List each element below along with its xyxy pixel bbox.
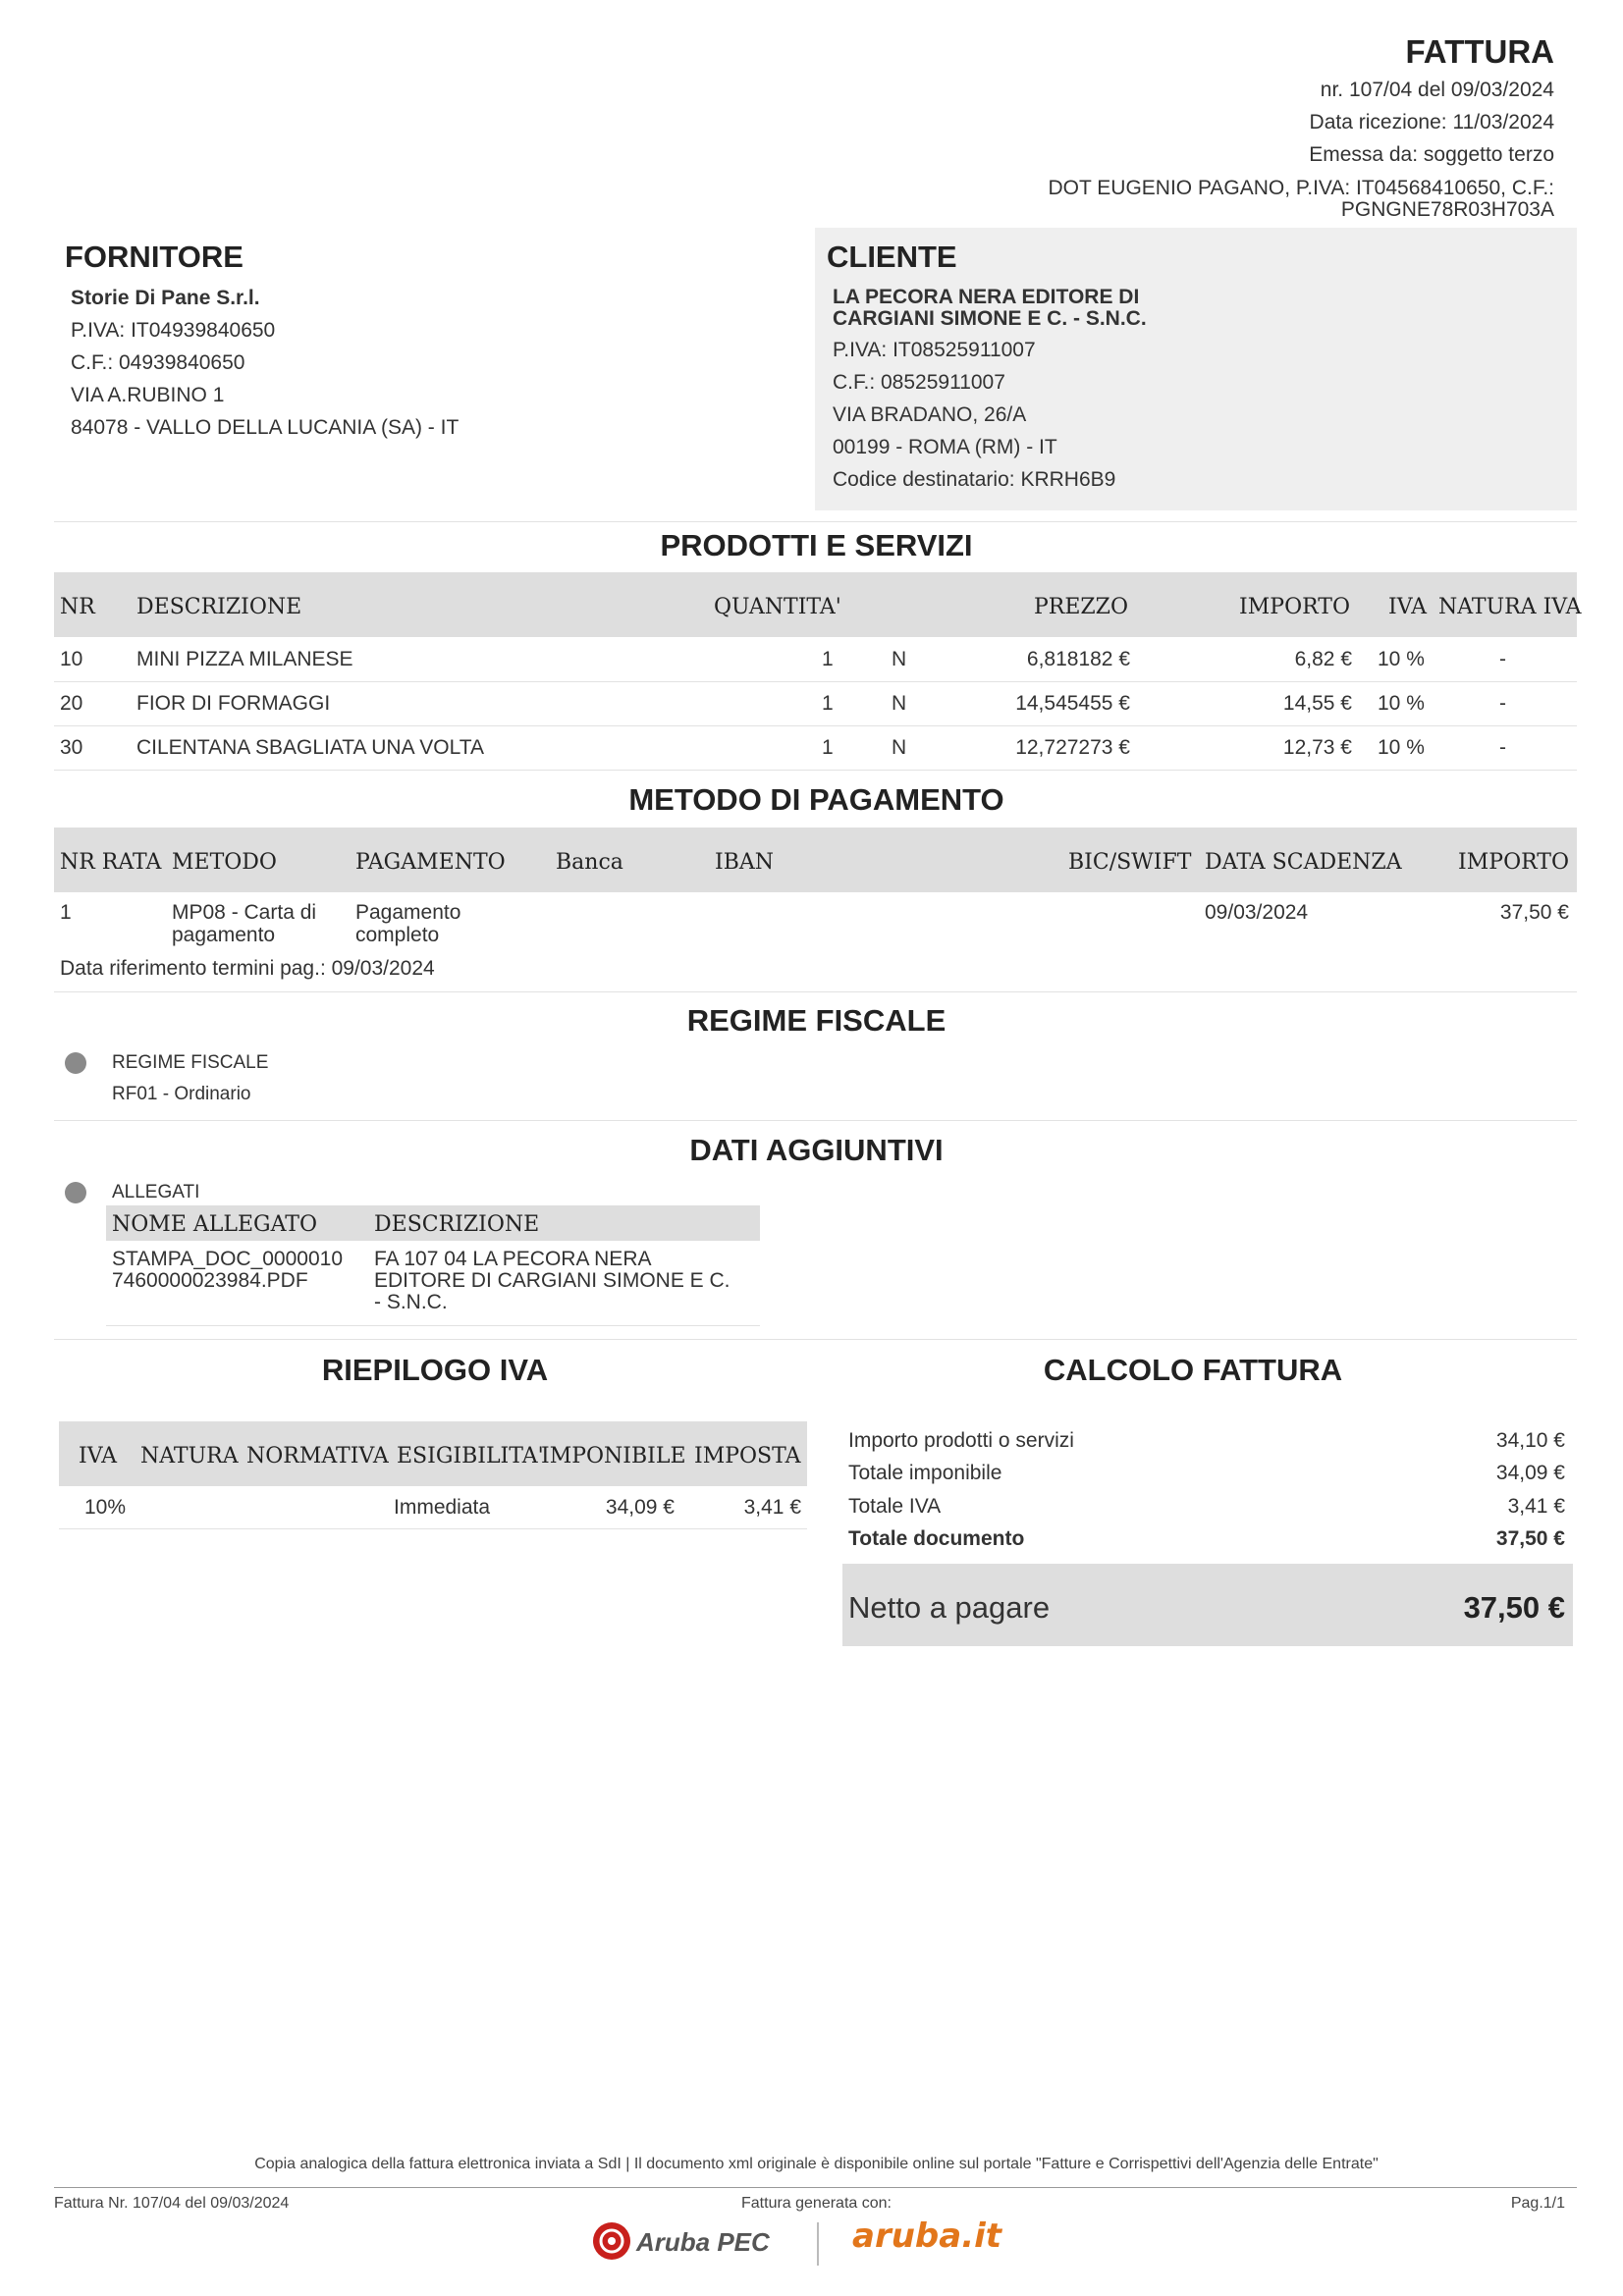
aruba-pec-logo xyxy=(591,2220,791,2262)
payment-title: METODO DI PAGAMENTO xyxy=(628,782,1004,817)
col-method: METODO xyxy=(172,850,277,875)
aruba-pec-text: Aruba PEC xyxy=(636,2227,770,2257)
vat-exig: Immediata xyxy=(394,1496,491,1519)
client-cf: C.F.: 08525911007 xyxy=(833,371,1005,394)
bullet-icon xyxy=(65,1052,86,1074)
col-nr: NR xyxy=(60,595,95,619)
calc-label-products: Importo prodotti o servizi xyxy=(848,1429,1074,1452)
vat-rate: 10% xyxy=(84,1496,127,1519)
net-value: 37,50 € xyxy=(1463,1590,1565,1625)
row-qty: 1 xyxy=(822,736,834,759)
row-amount: 12,73 € xyxy=(1282,736,1352,759)
footer-note: Copia analogica della fattura elettronica inviata a SdI | Il documento xml originale è disponibile online sul portale "Fatture e Corrispettivi dell'Agenzia delle Entrate" xyxy=(254,2156,1379,2172)
client-piva: P.IVA: IT08525911007 xyxy=(833,339,1036,361)
col-vat-tax: IMPOSTA xyxy=(694,1444,801,1468)
col-vat-norm: NORMATIVA xyxy=(246,1444,389,1468)
row-nature: - xyxy=(1499,692,1506,715)
row-desc: FIOR DI FORMAGGI xyxy=(136,692,331,715)
calc-label-total: Totale documento xyxy=(848,1527,1025,1550)
col-amount: IMPORTO xyxy=(1239,595,1350,619)
row-desc: CILENTANA SBAGLIATA UNA VOLTA xyxy=(136,736,484,759)
client-code: Codice destinatario: KRRH6B9 xyxy=(833,468,1116,491)
col-vat-taxable: IMPONIBILE xyxy=(541,1444,686,1468)
row-amount: 6,82 € xyxy=(1294,648,1352,670)
attachment-desc xyxy=(374,1249,730,1313)
attachment-desc-line1: FA 107 04 LA PECORA NERA xyxy=(374,1248,652,1270)
col-vat-nature: NATURA xyxy=(140,1444,239,1468)
table-row xyxy=(54,726,1577,771)
col-payment-amount: IMPORTO xyxy=(1458,850,1569,875)
attachment-name xyxy=(112,1249,343,1292)
row-nr: 30 xyxy=(60,736,83,759)
invoice-number: nr. 107/04 del 09/03/2024 xyxy=(1320,79,1554,101)
divider xyxy=(54,991,1577,992)
col-price: PREZZO xyxy=(1033,595,1128,619)
third-party-line2: PGNGNE78R03H703A xyxy=(1340,198,1554,221)
supplier-address: VIA A.RUBINO 1 xyxy=(71,384,225,406)
attachments-label: ALLEGATI xyxy=(112,1182,200,1202)
aruba-it-logo: aruba.it xyxy=(852,2216,1002,2256)
client-name-line2: CARGIANI SIMONE E C. - S.N.C. xyxy=(833,307,1147,330)
row-iva: 10 % xyxy=(1378,648,1425,670)
row-price: 6,818182 € xyxy=(1026,648,1130,670)
divider xyxy=(54,1339,1577,1340)
col-iban: IBAN xyxy=(715,850,774,875)
payment-method xyxy=(172,901,316,946)
table-row xyxy=(54,682,1577,726)
client-block xyxy=(815,228,1577,510)
calc-value-total: 37,50 € xyxy=(1495,1527,1565,1550)
products-title: PRODOTTI E SERVIZI xyxy=(660,528,973,562)
client-heading: CLIENTE xyxy=(827,240,957,274)
vat-tax: 3,41 € xyxy=(743,1496,801,1519)
vat-taxable: 34,09 € xyxy=(605,1496,675,1519)
table-row xyxy=(54,638,1577,682)
divider xyxy=(106,1325,760,1326)
row-desc: MINI PIZZA MILANESE xyxy=(136,648,353,670)
col-vat-exig: ESIGIBILITA' xyxy=(397,1444,544,1468)
payment-ref-terms: Data riferimento termini pag.: 09/03/2024 xyxy=(60,957,435,980)
client-address: VIA BRADANO, 26/A xyxy=(833,403,1027,426)
supplier-piva: P.IVA: IT04939840650 xyxy=(71,319,276,342)
col-nr-rata: NR RATA xyxy=(60,850,162,875)
regime-label: REGIME FISCALE xyxy=(112,1052,269,1073)
row-nr: 10 xyxy=(60,648,83,670)
supplier-block xyxy=(65,240,791,514)
client-city: 00199 - ROMA (RM) - IT xyxy=(833,436,1057,458)
divider xyxy=(54,521,1577,522)
client-name-line1: LA PECORA NERA EDITORE DI xyxy=(833,286,1140,308)
net-label: Netto a pagare xyxy=(848,1590,1051,1625)
col-attachment-name: NOME ALLEGATO xyxy=(112,1212,317,1237)
footer-left: Fattura Nr. 107/04 del 09/03/2024 xyxy=(54,2195,290,2212)
divider xyxy=(54,1120,1577,1121)
col-description: DESCRIZIONE xyxy=(136,595,302,619)
row-nature: - xyxy=(1499,736,1506,759)
payment-due: 09/03/2024 xyxy=(1205,901,1309,924)
col-iva: IVA xyxy=(1388,595,1427,619)
attachment-name-line2: 7460000023984.PDF xyxy=(112,1269,308,1292)
payment-amount: 37,50 € xyxy=(1499,901,1569,924)
row-unit: N xyxy=(892,736,907,759)
received-date: Data ricezione: 11/03/2024 xyxy=(1309,111,1554,133)
row-nature: - xyxy=(1499,648,1506,670)
attachment-desc-line2: EDITORE DI CARGIANI SIMONE E C. xyxy=(374,1269,730,1292)
row-iva: 10 % xyxy=(1378,736,1425,759)
payment-method-line2: pagamento xyxy=(172,924,276,946)
row-iva: 10 % xyxy=(1378,692,1425,715)
col-quantity: QUANTITA' xyxy=(714,595,841,619)
payment-method-line1: MP08 - Carta di xyxy=(172,901,317,924)
invoice-title: FATTURA xyxy=(1405,33,1554,70)
footer-center: Fattura generata con: xyxy=(741,2195,892,2212)
payment-type-line2: completo xyxy=(355,924,440,946)
row-qty: 1 xyxy=(822,692,834,715)
regime-title: REGIME FISCALE xyxy=(686,1003,947,1038)
calc-title: CALCOLO FATTURA xyxy=(1043,1353,1343,1387)
payment-type-line1: Pagamento xyxy=(355,901,461,924)
supplier-heading: FORNITORE xyxy=(65,240,243,274)
calc-value-taxable: 34,09 € xyxy=(1495,1462,1565,1484)
issued-by: Emessa da: soggetto terzo xyxy=(1309,143,1554,166)
aruba-pec-seal-icon xyxy=(591,2220,632,2262)
footer-page: Pag.1/1 xyxy=(1510,2195,1565,2212)
row-qty: 1 xyxy=(822,648,834,670)
third-party-line1: DOT EUGENIO PAGANO, P.IVA: IT04568410650, C.F.: xyxy=(1048,177,1554,199)
row-unit: N xyxy=(892,648,907,670)
product-rows xyxy=(54,638,1577,771)
col-attachment-desc: DESCRIZIONE xyxy=(374,1212,540,1237)
row-unit: N xyxy=(892,692,907,715)
row-price: 14,545455 € xyxy=(1015,692,1130,715)
supplier-city: 84078 - VALLO DELLA LUCANIA (SA) - IT xyxy=(71,416,460,439)
supplier-cf: C.F.: 04939840650 xyxy=(71,351,245,374)
payment-nr: 1 xyxy=(60,901,72,924)
col-due-date: DATA SCADENZA xyxy=(1205,850,1402,875)
bullet-icon xyxy=(65,1182,86,1203)
row-nr: 20 xyxy=(60,692,83,715)
footer-divider xyxy=(54,2187,1577,2188)
calc-value-vat: 3,41 € xyxy=(1507,1495,1565,1518)
col-bic: BIC/SWIFT xyxy=(1068,850,1192,875)
attachment-name-line1: STAMPA_DOC_0000010 xyxy=(112,1248,344,1270)
supplier-name: Storie Di Pane S.r.l. xyxy=(71,287,260,309)
col-nature: NATURA IVA xyxy=(1438,595,1582,619)
extra-title: DATI AGGIUNTIVI xyxy=(689,1133,944,1167)
attachment-desc-line3: - S.N.C. xyxy=(374,1291,448,1313)
row-price: 12,727273 € xyxy=(1015,736,1130,759)
payment-type xyxy=(355,901,460,946)
logo-separator xyxy=(817,2222,819,2266)
vat-summary-title: RIEPILOGO IVA xyxy=(321,1353,549,1387)
col-vat-iva: IVA xyxy=(79,1444,117,1468)
row-amount: 14,55 € xyxy=(1282,692,1352,715)
divider xyxy=(59,1528,807,1529)
regime-value: RF01 - Ordinario xyxy=(112,1084,251,1104)
calc-label-vat: Totale IVA xyxy=(848,1495,942,1518)
col-bank: Banca xyxy=(556,850,623,875)
col-payment: PAGAMENTO xyxy=(355,850,506,875)
calc-value-products: 34,10 € xyxy=(1495,1429,1565,1452)
calc-label-taxable: Totale imponibile xyxy=(848,1462,1002,1484)
